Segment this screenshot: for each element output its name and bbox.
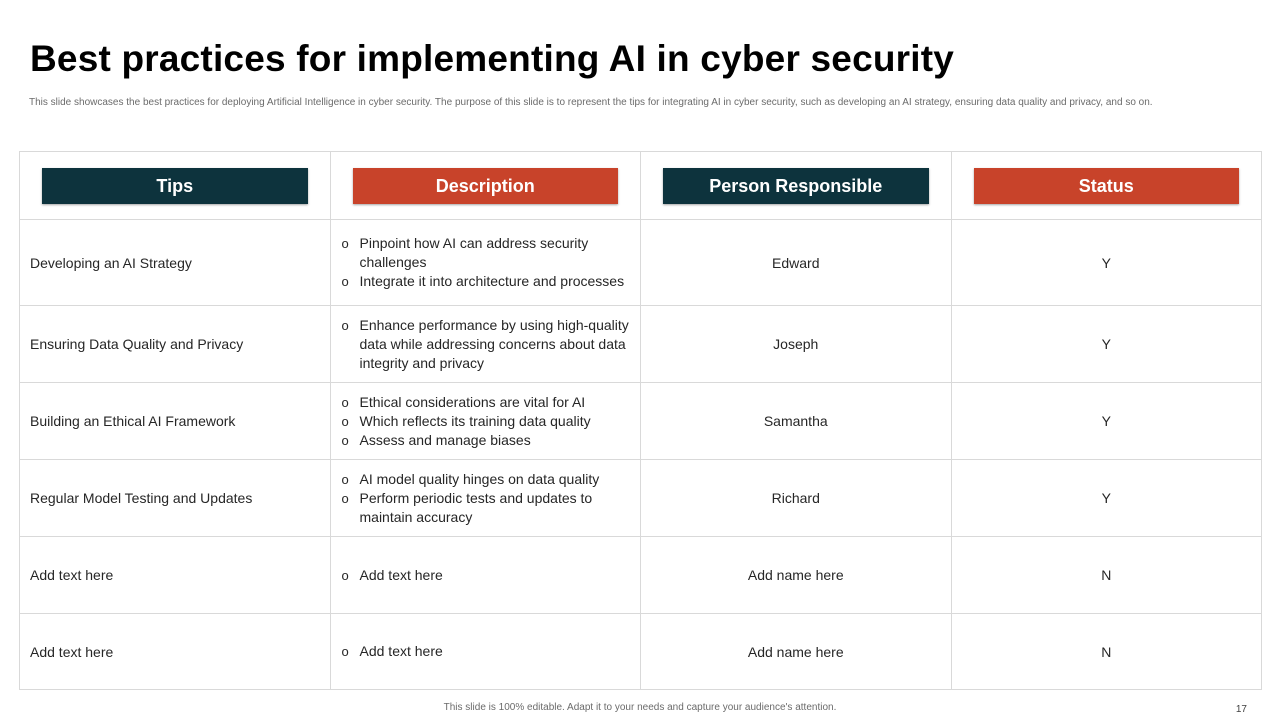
description-item: [341, 412, 631, 431]
description-text: Integrate it into architecture and processes: [359, 273, 625, 289]
tip-cell: Regular Model Testing and Updates: [20, 460, 331, 537]
description-list: [341, 470, 631, 527]
header-pill-tips: Tips: [42, 168, 308, 204]
description-item: [341, 566, 631, 585]
description-item: [341, 234, 631, 272]
description-text: Perform periodic tests and updates to maintain accuracy: [359, 489, 593, 525]
circle-bullet-icon: o: [341, 644, 349, 659]
best-practices-table: [19, 151, 1262, 690]
description-text: Pinpoint how AI can address security challenges: [359, 235, 589, 270]
status-cell: N: [951, 614, 1262, 690]
description-list: [341, 393, 631, 450]
header-pill-description: Description: [353, 168, 619, 204]
description-cell: [330, 306, 641, 383]
circle-bullet-icon: o: [341, 413, 349, 429]
slide-subtitle: This slide showcases the best practices for deploying Artificial Intelligence in cyber security. The purpose of this slide is to represent the tips for integrating AI in cyber security, such as developing an AI strategy, ensuring data quality and privacy, and so on.: [29, 97, 1153, 108]
description-item: [341, 489, 631, 527]
description-text: Assess and manage biases: [359, 431, 531, 448]
status-cell: N: [951, 537, 1262, 614]
header-pill-person-responsible: Person Responsible: [663, 168, 929, 204]
table-row: [20, 460, 1262, 537]
description-text: Enhance performance by using high-quality data while addressing concerns about data integrity and privacy: [359, 316, 629, 371]
description-text: Add text here: [359, 643, 443, 659]
description-list: [341, 316, 631, 373]
description-item: [341, 272, 631, 291]
status-cell: Y: [951, 383, 1262, 460]
slide-footer: This slide is 100% editable. Adapt it to your needs and capture your audience's attention.: [443, 702, 837, 713]
status-cell: Y: [951, 460, 1262, 537]
header-cell-status: [951, 152, 1262, 220]
header-pill-status: Status: [974, 168, 1240, 204]
description-cell: [330, 460, 641, 537]
description-list: [341, 642, 631, 661]
tip-cell: Developing an AI Strategy: [20, 220, 331, 306]
description-text: Ethical considerations are vital for AI: [359, 393, 586, 410]
description-cell: [330, 220, 641, 306]
person-cell: Joseph: [641, 306, 952, 383]
person-cell: Samantha: [641, 383, 952, 460]
status-cell: Y: [951, 220, 1262, 306]
header-cell-description: [330, 152, 641, 220]
description-cell: [330, 537, 641, 614]
description-text: Which reflects its training data quality: [359, 412, 591, 429]
circle-bullet-icon: o: [341, 394, 349, 410]
tip-cell: Ensuring Data Quality and Privacy: [20, 306, 331, 383]
page-number: 17: [1235, 704, 1247, 715]
table-header-row: [20, 152, 1262, 220]
circle-bullet-icon: o: [341, 490, 349, 506]
tip-cell: Building an Ethical AI Framework: [20, 383, 331, 460]
circle-bullet-icon: o: [341, 567, 349, 583]
circle-bullet-icon: o: [341, 471, 349, 487]
tip-cell: Add text here: [20, 614, 331, 690]
person-cell: Add name here: [641, 537, 952, 614]
circle-bullet-icon: o: [341, 236, 349, 251]
description-item: [341, 393, 631, 412]
description-list: [341, 234, 631, 291]
header-cell-tips: [20, 152, 331, 220]
table-row: [20, 306, 1262, 383]
description-item: [341, 431, 631, 450]
description-item: [341, 316, 631, 373]
description-list: [341, 566, 631, 585]
status-cell: Y: [951, 306, 1262, 383]
description-item: [341, 470, 631, 489]
person-cell: Edward: [641, 220, 952, 306]
table-row: [20, 220, 1262, 306]
circle-bullet-icon: o: [341, 317, 349, 333]
table-row: [20, 614, 1262, 690]
description-item: [341, 642, 631, 661]
tip-cell: Add text here: [20, 537, 331, 614]
description-cell: [330, 614, 641, 690]
person-cell: Add name here: [641, 614, 952, 690]
table-row: [20, 537, 1262, 614]
description-text: Add text here: [359, 566, 443, 583]
description-cell: [330, 383, 641, 460]
circle-bullet-icon: o: [341, 432, 349, 448]
person-cell: Richard: [641, 460, 952, 537]
description-text: AI model quality hinges on data quality: [359, 470, 600, 487]
circle-bullet-icon: o: [341, 274, 349, 289]
slide-title: Best practices for implementing AI in cyber security: [30, 38, 955, 79]
header-cell-person-responsible: [641, 152, 952, 220]
table-row: [20, 383, 1262, 460]
